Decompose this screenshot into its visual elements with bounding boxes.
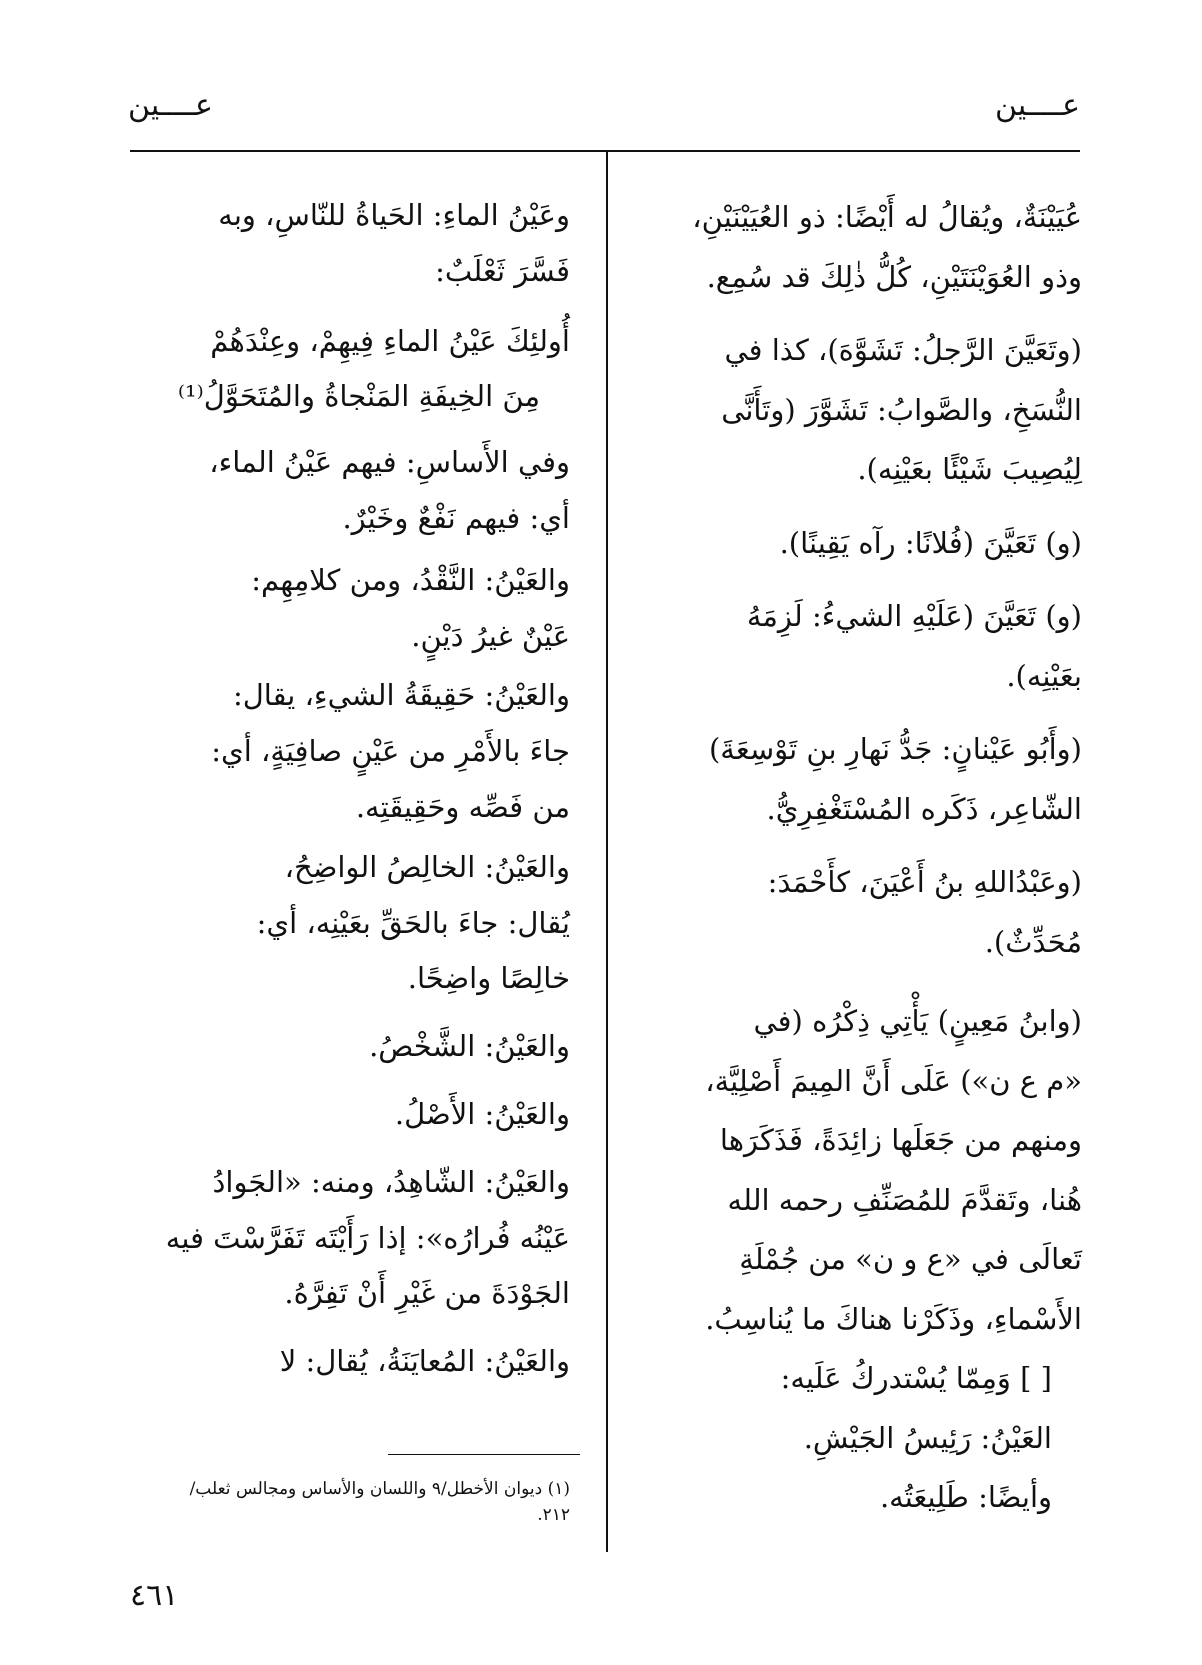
text-line: والعَيْنُ: النَّقْدُ، ومن كلامِهِم: <box>251 562 570 597</box>
text-line: ومنهم من جَعَلَها زائِدَةً، فَذَكَرَها <box>719 1123 1082 1157</box>
text-line: عَيْنٌ غيرُ دَيْنٍ. <box>411 618 570 653</box>
left-column-text <box>130 188 570 1390</box>
text-line: خالِصًا واضِحًا. <box>407 961 570 996</box>
text-line: والعَيْنُ: المُعايَنَةُ، يُقال: لا <box>279 1344 570 1379</box>
text-line: عَيْنُه فُرارُه»: إذا رَأَيْتَه تَفَرَّسْتَ فيه <box>165 1220 570 1255</box>
text-line: «م ع ن») عَلَى أَنَّ المِيمَ أَصْلِيَّة، <box>705 1063 1082 1098</box>
text-line: الأَسْماءِ، وذَكَرْنا هناكَ ما يُناسِبُ. <box>705 1301 1082 1336</box>
text-line: العَيْنُ: رَئِيسُ الجَيْشِ. <box>803 1420 1052 1455</box>
text-line: وعَيْنُ الماءِ: الحَياةُ للنّاسِ، وبه <box>218 198 570 232</box>
text-line: والعَيْنُ: الخالِصُ الواضِحُ، <box>284 849 570 884</box>
text-line: وفي الأَساسِ: فيهم عَيْنُ الماء، <box>209 445 570 480</box>
text-line: (و) تَعَيَّنَ (عَلَيْهِ الشيءُ: لَزِمَهُ <box>746 599 1082 633</box>
text-line: من فَصِّه وحَقِيقَتِه. <box>355 789 570 824</box>
text-line: عُيَيْنَةٌ، ويُقالُ له أَيْضًا: ذو العُيَيْنَيْنِ، <box>692 200 1082 234</box>
right-column-text <box>650 188 1082 1528</box>
page-number: ٤٦١ <box>130 1578 179 1613</box>
text-line: والعَيْنُ: حَقِيقَةُ الشيءِ، يقال: <box>232 678 570 713</box>
text-line: النُّسَخِ، والصَّوابُ: تَشَوَّرَ (وتَأَنَّى <box>721 392 1082 427</box>
text-line: يُقال: جاءَ بالحَقِّ بعَيْنِه، أي: <box>256 905 570 940</box>
text-line: لِيُصِيبَ شَيْئًا بعَيْنِه). <box>857 452 1082 486</box>
text-line: والعَيْنُ: الأَصْلُ. <box>394 1096 570 1131</box>
text-line: والعَيْنُ: الشَّخْصُ. <box>369 1029 570 1064</box>
running-header-right: عــــين <box>995 88 1080 123</box>
text-line: والعَيْنُ: الشّاهِدُ، ومنه: «الجَوادُ <box>212 1164 570 1199</box>
text-line: الشّاعِر، ذَكَره المُسْتَغْفِرِيُّ. <box>766 791 1082 826</box>
text-line: فَسَّرَ ثَعْلَبٌ: <box>435 253 570 288</box>
text-line: (وعَبْدُاللهِ بنُ أَعْيَنَ، كأَحْمَدَ: <box>767 865 1082 899</box>
footnote-line: (١) ديوان الأخطل/٩ واللسان والأساس ومجالس ثعلب/ <box>189 1479 570 1499</box>
text-line: (وابنُ مَعِينٍ) يَأْتِي ذِكْرُه (في <box>753 1004 1082 1038</box>
header-rule <box>130 150 1080 152</box>
text-line: أُولئِكَ عَيْنُ الماءِ فِيهِمْ، وعِنْدَهُمْ <box>210 323 570 358</box>
text-line: [ ] وَمِمّا يُسْتدركُ عَلَيه: <box>780 1361 1052 1395</box>
text-line: وأيضًا: طَلِيعَتُه. <box>879 1480 1052 1514</box>
text-line: بعَيْنِه). <box>1006 658 1082 693</box>
text-line: (وتَعَيَّنَ الرَّجلُ: تَشَوَّهَ)، كذا في <box>724 333 1082 367</box>
text-line: تَعالَى في «ع و ن» من جُمْلَةِ <box>739 1242 1082 1276</box>
text-line: مِنَ الخِيفَةِ المَنْجاةُ والمُتَحَوَّلُ⁽¹⁾ <box>177 379 540 414</box>
text-line: هُنا، وتَقدَّمَ للمُصَنِّفِ رحمه الله <box>727 1182 1082 1217</box>
running-header-left: عــــين <box>128 88 213 123</box>
text-line: أي: فيهم نَفْعٌ وخَيْرٌ. <box>342 500 570 535</box>
text-line: وذو العُوَيْنَتَيْنِ، كُلُّ ذٰلِكَ قد سُمِع. <box>706 259 1082 294</box>
text-line: الجَوْدَةَ من غَيْرِ أَنْ تَفِرَّهُ. <box>284 1276 570 1311</box>
text-line: (وأَبُو عَيْنانٍ: جَدُّ نَهارِ بنِ تَوْسِعَةَ) <box>708 732 1082 766</box>
text-line: مُحَدِّثٌ). <box>984 924 1082 959</box>
text-line: جاءَ بالأَمْرِ من عَيْنٍ صافِيَةٍ، أي: <box>211 734 570 769</box>
footnote-line: ٢١٢. <box>537 1505 570 1525</box>
text-line: (و) تَعَيَّنَ (فُلانًا: رآه يَقِينًا). <box>779 525 1082 560</box>
column-divider <box>606 152 608 1552</box>
footnote-rule <box>388 1454 580 1455</box>
footnote <box>189 1476 570 1528</box>
